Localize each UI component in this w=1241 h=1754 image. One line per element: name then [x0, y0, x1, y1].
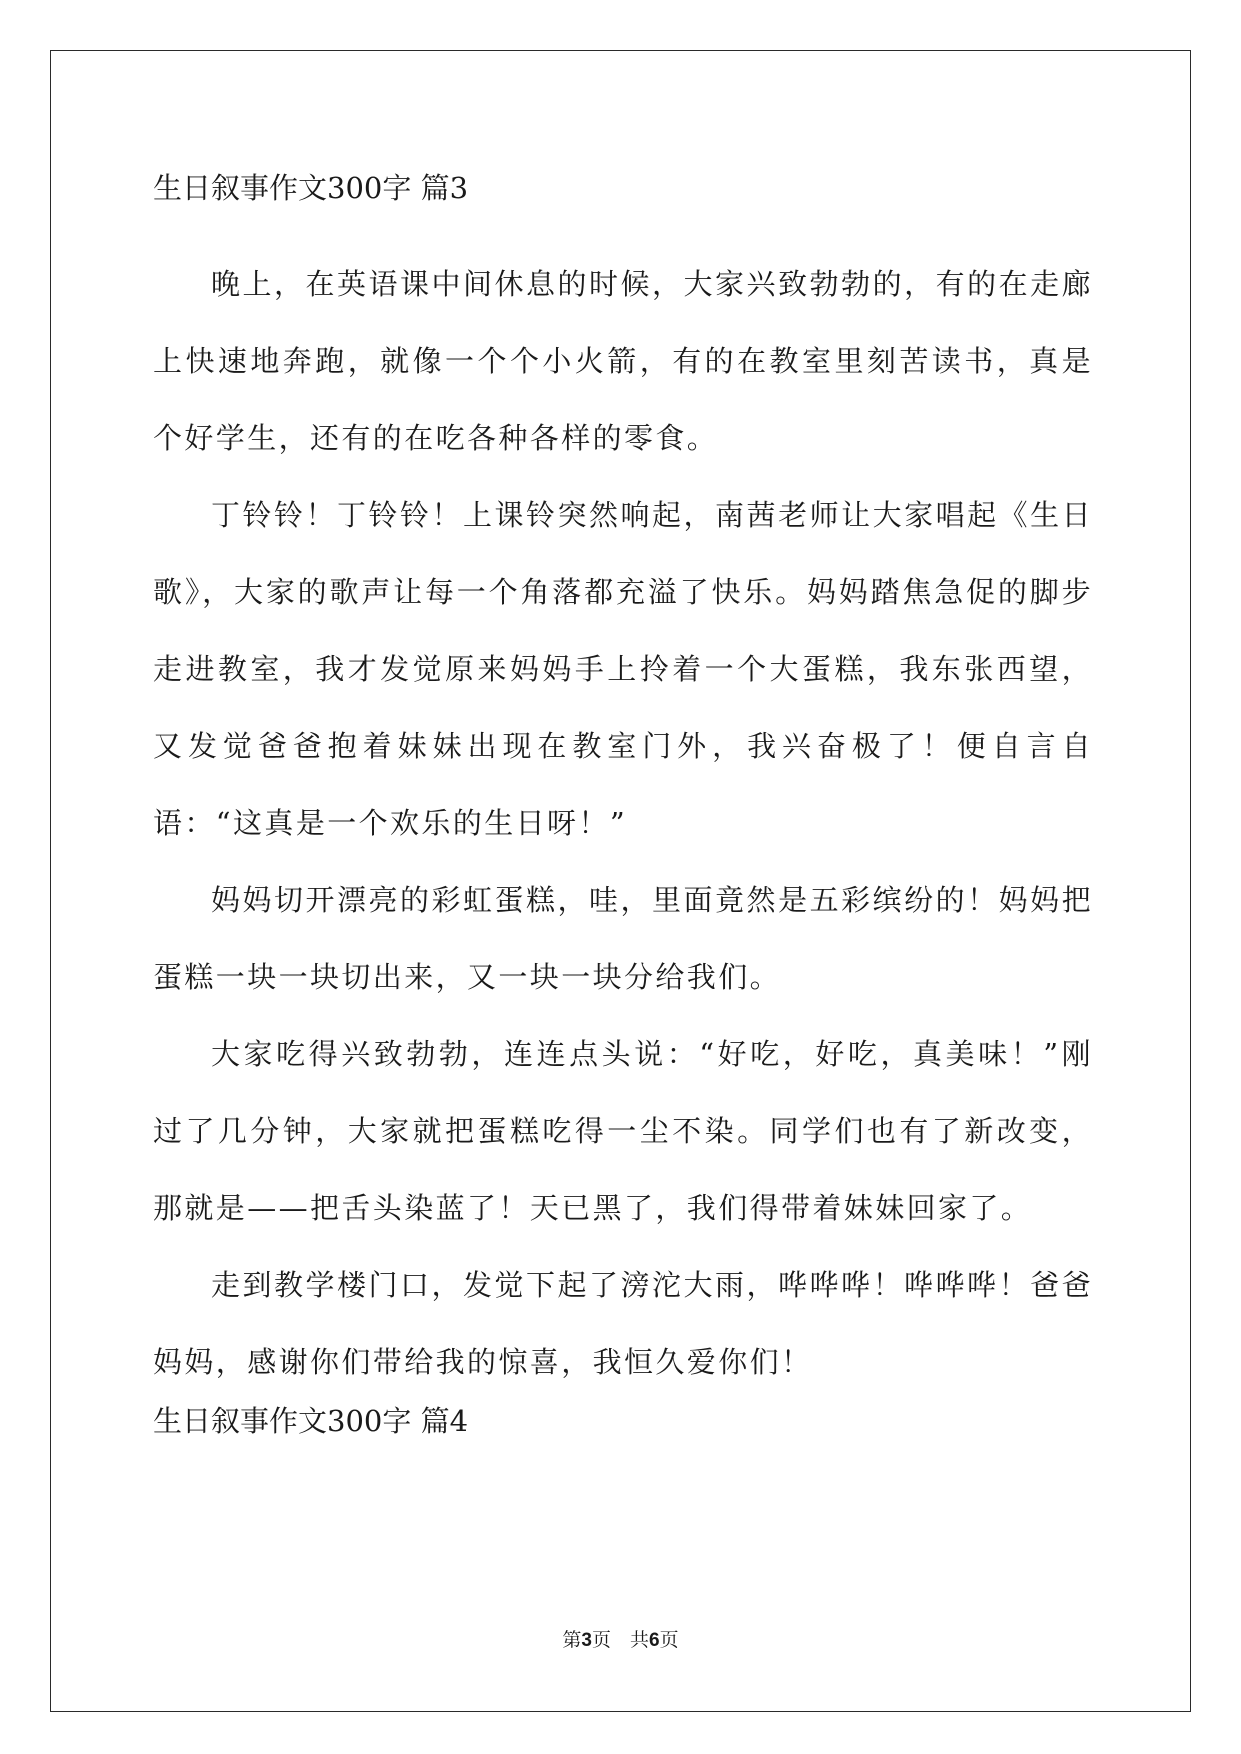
paragraph: 晚上，在英语课中间休息的时候，大家兴致勃勃的，有的在走廊上快速地奔跑，就像一个个小火箭，有的在教室里刻苦读书，真是个好学生，还有的在吃各种各样的零食。 — [153, 267, 1093, 455]
paragraph: 妈妈切开漂亮的彩虹蛋糕，哇，里面竟然是五彩缤纷的！妈妈把蛋糕一块一块切出来，又一块一块分给我们。 — [153, 883, 1093, 994]
spacer — [153, 208, 1093, 246]
page-prefix: 第 — [562, 1629, 582, 1651]
page-suffix: 页 — [659, 1629, 679, 1651]
page-mid: 页 共 — [591, 1629, 649, 1651]
section-title: 生日叙事作文300字 篇3 — [153, 171, 469, 205]
page-number — [0, 1628, 1241, 1653]
section-title: 生日叙事作文300字 篇4 — [153, 1404, 469, 1438]
document-body — [153, 168, 1093, 1441]
paragraph: 走到教学楼门口，发觉下起了滂沱大雨，哗哗哗！哗哗哗！爸爸妈妈，感谢你们带给我的惊喜，我恒久爱你们！ — [153, 1268, 1093, 1379]
total-pages: 6 — [649, 1630, 660, 1651]
paragraph: 丁铃铃！丁铃铃！上课铃突然响起，南茜老师让大家唱起《生日歌》，大家的歌声让每一个角落都充溢了快乐。妈妈踏焦急促的脚步走进教室，我才发觉原来妈妈手上拎着一个大蛋糕，我东张西望，又发觉爸爸抱着妹妹出现在教室门外，我兴奋极了！便自言自语：“这真是一个欢乐的生日呀！” — [153, 498, 1093, 840]
current-page: 3 — [581, 1630, 592, 1651]
paragraph: 大家吃得兴致勃勃，连连点头说：“好吃，好吃，真美味！”刚过了几分钟，大家就把蛋糕吃得一尘不染。同学们也有了新改变，那就是——把舌头染蓝了！天已黑了，我们得带着妹妹回家了。 — [153, 1037, 1093, 1225]
